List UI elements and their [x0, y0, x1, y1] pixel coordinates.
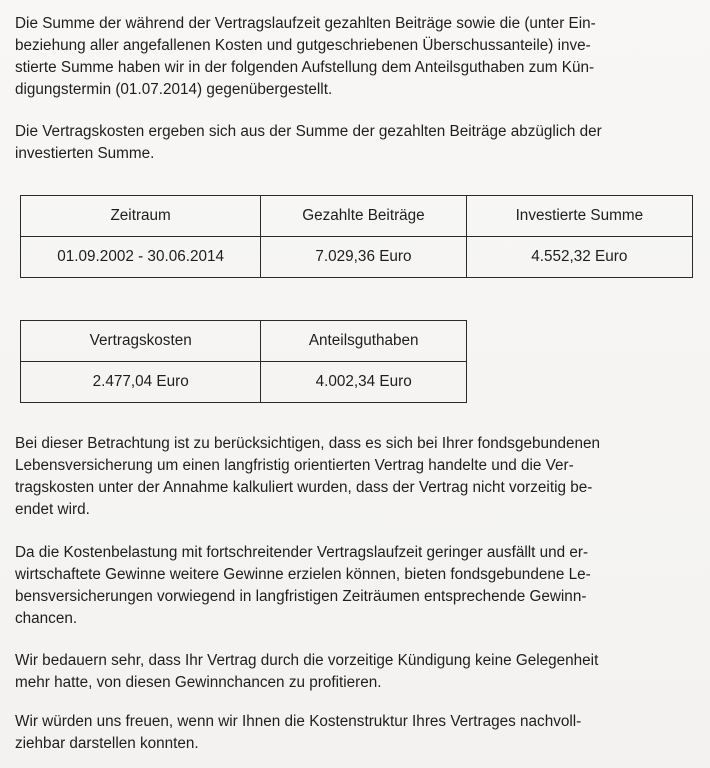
table-header-row [21, 196, 693, 237]
text-line: Bei dieser Betrachtung ist zu berücksichtigen, dass es sich bei Ihrer fondsgebundenen [15, 435, 601, 452]
text-line: ziehbar darstellen konnten. [15, 735, 199, 752]
cell-anteilsguthaben: 4.002,34 Euro [261, 362, 467, 403]
text-line: Die Vertragskosten ergeben sich aus der Summe der gezahlten Beiträge abzüglich der [15, 123, 602, 140]
table-row [21, 362, 467, 403]
text-line: tragskosten unter der Annahme kalkuliert wurden, dass der Vertrag nicht vorzeitig be- [15, 479, 593, 496]
header-vertragskosten: Vertragskosten [21, 321, 261, 362]
text-line: mehr hatte, von diesen Gewinnchancen zu profitieren. [15, 674, 382, 691]
text-line: Lebensversicherung um einen langfristig orientierten Vertrag handelte und die Ver- [15, 457, 574, 474]
text-line: chancen. [15, 610, 78, 627]
text-line: Da die Kostenbelastung mit fortschreitender Vertragslaufzeit geringer ausfällt und er- [15, 544, 589, 561]
consideration-paragraph [15, 433, 705, 521]
text-line: endet wird. [15, 501, 90, 518]
header-zeitraum: Zeitraum [21, 196, 261, 237]
costs-definition-paragraph [15, 121, 705, 165]
table-header-row [21, 321, 467, 362]
cell-gezahlte-beitraege: 7.029,36 Euro [261, 237, 466, 278]
text-line: wirtschaftete Gewinne weitere Gewinne erzielen können, bieten fondsgebundene Le- [15, 566, 591, 583]
cost-burden-paragraph [15, 542, 705, 630]
regret-paragraph [15, 650, 705, 694]
table-row [21, 237, 693, 278]
text-line: investierten Summe. [15, 145, 155, 162]
text-line: stierte Summe haben wir in der folgenden Aufstellung dem Anteilsguthaben zum Kün- [15, 59, 595, 76]
closing-paragraph [15, 711, 705, 755]
text-line: digungstermin (01.07.2014) gegenübergestellt. [15, 81, 333, 98]
costs-table [20, 320, 467, 403]
header-investierte-summe: Investierte Summe [466, 196, 692, 237]
header-anteilsguthaben: Anteilsguthaben [261, 321, 467, 362]
intro-paragraph [15, 13, 705, 101]
cell-zeitraum: 01.09.2002 - 30.06.2014 [21, 237, 261, 278]
text-line: Wir bedauern sehr, dass Ihr Vertrag durch die vorzeitige Kündigung keine Gelegenheit [15, 652, 599, 669]
cell-vertragskosten: 2.477,04 Euro [21, 362, 261, 403]
text-line: bensversicherungen vorwiegend in langfristigen Zeiträumen entsprechende Gewinn- [15, 588, 587, 605]
text-line: beziehung aller angefallenen Kosten und gutgeschriebenen Überschussanteile) inve- [15, 37, 591, 54]
text-line: Wir würden uns freuen, wenn wir Ihnen die Kostenstruktur Ihres Vertrages nachvoll- [15, 713, 582, 730]
header-gezahlte-beitraege: Gezahlte Beiträge [261, 196, 466, 237]
cell-investierte-summe: 4.552,32 Euro [466, 237, 692, 278]
text-line: Die Summe der während der Vertragslaufzeit gezahlten Beiträge sowie die (unter Ein- [15, 15, 596, 32]
contributions-table [20, 195, 693, 278]
